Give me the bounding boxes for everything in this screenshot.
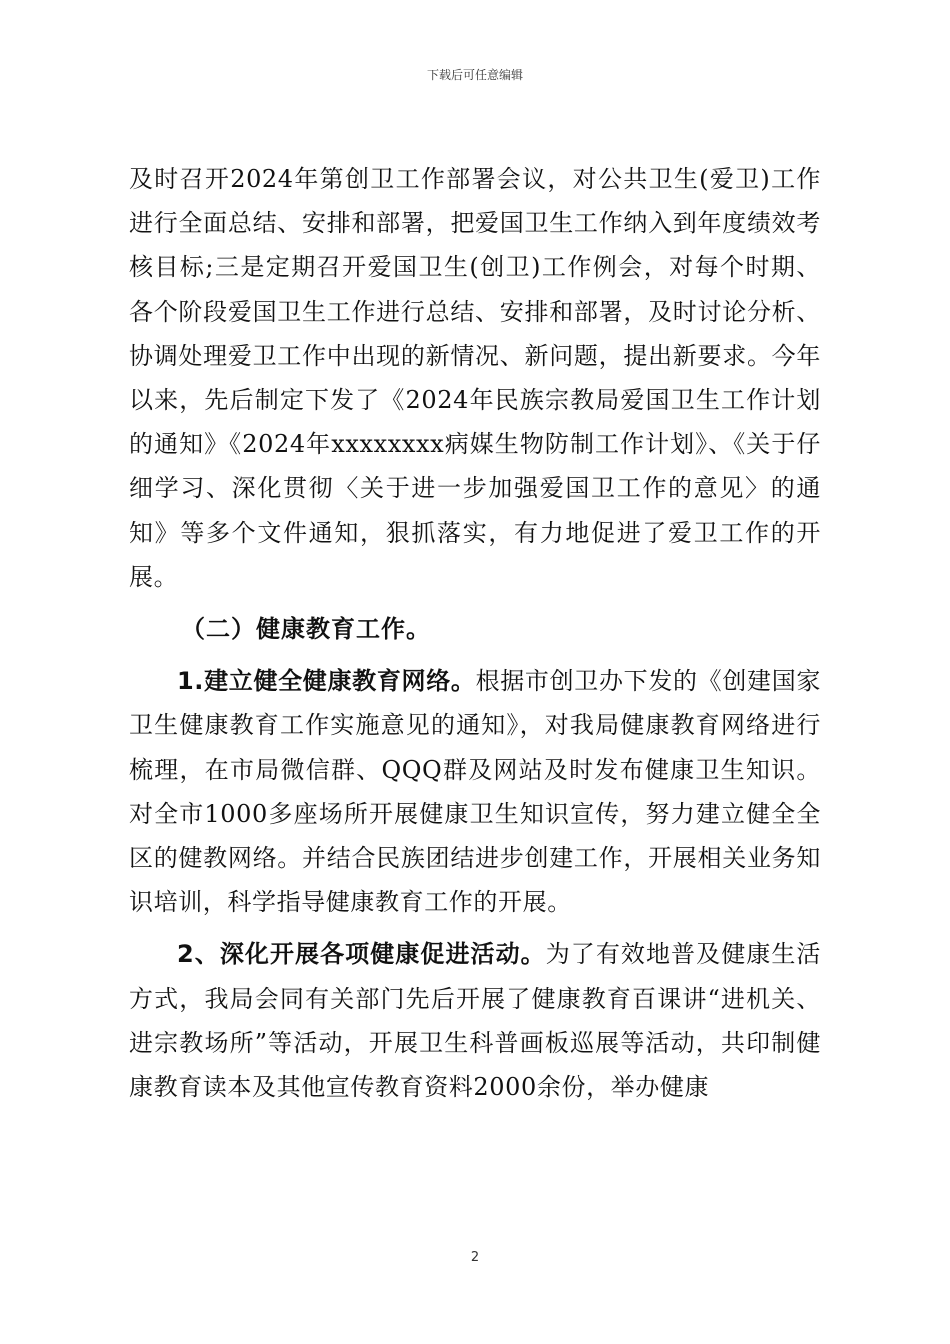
document-body <box>129 157 821 1109</box>
item-2-lead: 2、深化开展各项健康促进活动。 <box>177 940 546 969</box>
paragraph-continuation: 及时召开2024年第创卫工作部署会议，对公共卫生(爱卫)工作进行全面总结、安排和部署，把爱国卫生工作纳入到年度绩效考核目标;三是定期召开爱国卫生(创卫)工作例会，对每个时期、各个阶段爱国卫生工作进行总结、安排和部署，及时讨论分析、协调处理爱卫工作中出现的新情况、新问题，提出新要求。今年以来，先后制定下发了《2024年民族宗教局爱国卫生工作计划的通知》《2024年xxxxxxxx病媒生物防制工作计划》、《关于仔细学习、深化贯彻〈关于进一步加强爱国卫工作的意见〉的通知》等多个文件通知，狠抓落实，有力地促进了爱卫工作的开展。 <box>129 165 821 591</box>
paragraph-item-1 <box>129 659 821 924</box>
paragraph-item-2 <box>129 932 821 1109</box>
header-note: 下载后可任意编辑 <box>426 68 523 82</box>
page-number: 2 <box>470 1250 480 1265</box>
item-1-text: 根据市创卫办下发的《创建国家卫生健康教育工作实施意见的通知》，对我局健康教育网络进行梳理，在市局微信群、QQQ群及网站及时发布健康卫生知识。对全市1000多座场所开展健康卫生知识宣传，努力建立健全全区的健教网络。并结合民族团结进步创建工作，开展相关业务知识培训，科学指导健康教育工作的开展。 <box>129 667 821 917</box>
section-heading-health-education: （二）健康教育工作。 <box>181 615 431 644</box>
item-2-text: 为了有效地普及健康生活方式，我局会同有关部门先后开展了健康教育百课讲“进机关、进宗教场所”等活动，开展卫生科普画板巡展等活动，共印制健康教育读本及其他宣传教育资料2000余份，举办健康 <box>129 940 821 1102</box>
item-1-lead: 1.建立健全健康教育网络。 <box>177 667 476 696</box>
